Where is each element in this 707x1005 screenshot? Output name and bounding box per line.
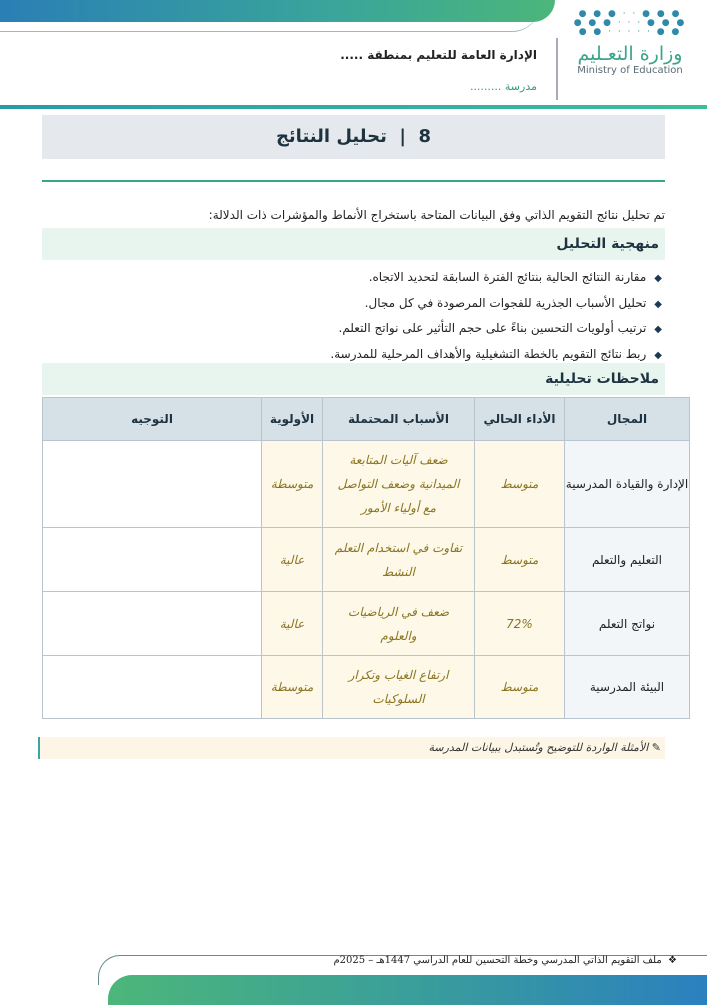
col-causes: الأسباب المحتملة (323, 398, 475, 441)
header-gradient-bar (0, 0, 555, 22)
cell-causes: ضعف آليات المتابعة الميدانية وضعف التواصل مع أولياء الأمور (323, 441, 475, 528)
example-note (38, 737, 665, 759)
cell-direction[interactable] (43, 441, 262, 528)
header-line (0, 105, 707, 109)
footer-bullet-icon: ❖ (668, 955, 677, 966)
cell-domain: التعليم والتعلم (565, 528, 690, 592)
cell-domain: نواتج التعلم (565, 592, 690, 656)
list-item: ◆ترتيب أولويات التحسين بناءً على حجم التأثير على نواتج التعلم. (338, 321, 662, 335)
cell-causes: ضعف في الرياضيات والعلوم (323, 592, 475, 656)
school-name: مدرسة ......... (469, 80, 537, 93)
title-divider (42, 180, 665, 182)
footer-gradient-bar (108, 975, 707, 1005)
cell-priority: عالية (262, 528, 323, 592)
methodology-heading: منهجية التحليل (42, 228, 665, 260)
table-row (43, 592, 690, 656)
ministry-logo (565, 10, 695, 100)
cell-performance: 72% (475, 592, 565, 656)
cell-priority: متوسطة (262, 656, 323, 719)
table-header-row (43, 398, 690, 441)
cell-priority: عالية (262, 592, 323, 656)
col-performance: الأداء الحالي (475, 398, 565, 441)
cell-causes: ارتفاع الغياب وتكرار السلوكيات (323, 656, 475, 719)
cell-priority: متوسطة (262, 441, 323, 528)
note-text: الأمثلة الواردة للتوضيح وتُستبدل ببيانات المدرسة (428, 741, 649, 754)
list-item: ◆ربط نتائج التقويم بالخطة التشغيلية والأهداف المرحلية للمدرسة. (330, 346, 662, 361)
cell-performance: متوسط (475, 656, 565, 719)
header-divider (556, 38, 558, 100)
col-priority: الأولوية (262, 398, 323, 441)
cell-direction[interactable] (43, 592, 262, 656)
diamond-bullet-icon: ◆ (654, 273, 662, 284)
title-separator: | (399, 126, 406, 147)
diamond-bullet-icon: ◆ (654, 324, 662, 335)
cell-domain: الإدارة والقيادة المدرسية (565, 441, 690, 528)
cell-domain: البيئة المدرسية (565, 656, 690, 719)
diamond-bullet-icon: ◆ (654, 298, 662, 310)
title-text: تحليل النتائج (275, 126, 387, 147)
logo-dots-icon: ● ● ● · · ● ● ● ● ● ● · · · ● ● ● ● ● · · · · · ● ● (573, 9, 687, 37)
logo-arabic: وزارة التعـليم (577, 43, 683, 65)
footer-text-wrap (333, 955, 677, 966)
table-row (43, 656, 690, 719)
cell-performance: متوسط (475, 528, 565, 592)
analysis-table (42, 397, 690, 719)
notes-heading: ملاحظات تحليلية (42, 363, 665, 395)
cell-performance: متوسط (475, 441, 565, 528)
footer-text: ملف التقويم الذاتي المدرسي وخطة التحسين للعام الدراسي 1447هـ – 2025م (333, 955, 662, 966)
logo-english: Ministry of Education (577, 65, 683, 76)
col-domain: المجال (565, 398, 690, 441)
list-item: ◆مقارنة النتائج الحالية بنتائج الفترة السابقة لتحديد الاتجاه. (368, 270, 662, 284)
cell-direction[interactable] (43, 528, 262, 592)
methodology-list (330, 266, 662, 368)
cell-causes: تفاوت في استخدام التعلم النشط (323, 528, 475, 592)
intro-text: تم تحليل نتائج التقويم الذاتي وفق البيانات المتاحة باستخراج الأنماط والمؤشرات ذات الدلالة: (208, 208, 665, 222)
department-name: الإدارة العامة للتعليم بمنطقة ..... (340, 48, 537, 62)
pencil-icon: ✎ (651, 741, 661, 754)
diamond-bullet-icon: ◆ (654, 349, 662, 361)
table-row (43, 441, 690, 528)
list-item: ◆تحليل الأسباب الجذرية للفجوات المرصودة في كل مجال. (364, 295, 662, 310)
page-title (42, 115, 665, 159)
section-number: 8 (418, 126, 432, 147)
table-row (43, 528, 690, 592)
cell-direction[interactable] (43, 656, 262, 719)
col-direction: التوجيه (43, 398, 262, 441)
